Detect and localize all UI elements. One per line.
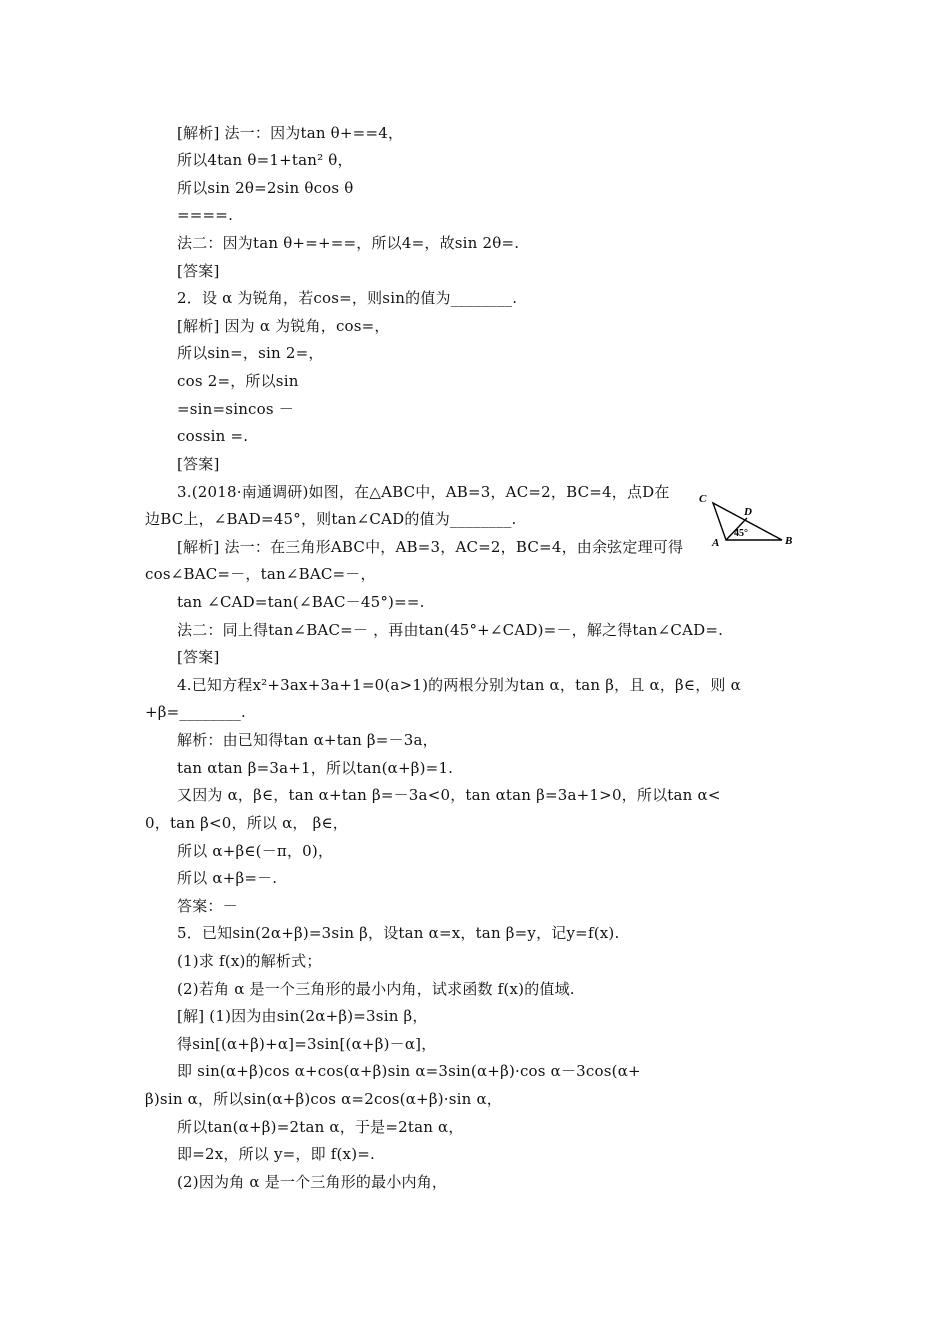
text-line: 边BC上，∠BAD=45°，则tan∠CAD的值为________. bbox=[145, 510, 517, 528]
question-2: 2．设 α 为锐角，若cos=，则sin的值为________. bbox=[177, 289, 518, 307]
text-line: 法二：同上得tan∠BAC=－ ，再由tan(45°+∠CAD)=－，解之得tan∠CAD=. bbox=[177, 621, 724, 639]
text-line: tan ∠CAD=tan(∠BAC－45°)==. bbox=[177, 593, 425, 611]
text-line: 又因为 α，β∈，tan α+tan β=－3a<0，tan αtan β=3a+1>0，所以tan α< bbox=[177, 786, 721, 804]
text-line: 所以sin 2θ=2sin θcos θ bbox=[177, 179, 354, 197]
vertex-label-d: D bbox=[744, 506, 752, 518]
text-line: 所以sin=，sin 2=， bbox=[177, 344, 324, 362]
text-line: 法二：因为tan θ+=+==，所以4=，故sin 2θ=. bbox=[177, 234, 520, 252]
text-line: β)sin α，所以sin(α+β)cos α=2cos(α+β)·sin α， bbox=[145, 1090, 502, 1108]
text-line: [解析] 法一：在三角形ABC中，AB=3，AC=2，BC=4，由余弦定理可得 bbox=[177, 538, 684, 556]
vertex-label-b: B bbox=[785, 535, 793, 547]
text-line: ====. bbox=[177, 206, 234, 224]
text-line: 0，tan β<0，所以 α， β∈， bbox=[145, 814, 348, 832]
question-4: 4.已知方程x²+3ax+3a+1=0(a>1)的两根分别为tan α，tan β，且 α，β∈，则 α bbox=[177, 676, 741, 694]
triangle-figure bbox=[697, 488, 813, 550]
text-line: +β=________. bbox=[145, 703, 246, 721]
answer-label: [答案] bbox=[177, 455, 220, 473]
text-line: (2)因为角 α 是一个三角形的最小内角， bbox=[177, 1173, 448, 1191]
text-line: 解析：由已知得tan α+tan β=－3a， bbox=[177, 731, 438, 749]
angle-label: 45° bbox=[734, 528, 748, 539]
text-line: [解] (1)因为由sin(2α+β)=3sin β， bbox=[177, 1007, 428, 1025]
text-line: 即=2x，所以 y=，即 f(x)=. bbox=[177, 1145, 376, 1163]
question-5: 5．已知sin(2α+β)=3sin β，设tan α=x，tan β=y，记y=f(x). bbox=[177, 924, 620, 942]
text-line: cos 2=，所以sin bbox=[177, 372, 299, 390]
text-line: (2)若角 α 是一个三角形的最小内角，试求函数 f(x)的值域. bbox=[177, 980, 575, 998]
text-line: tan αtan β=3a+1，所以tan(α+β)=1. bbox=[177, 759, 454, 777]
text-line: 即 sin(α+β)cos α+cos(α+β)sin α=3sin(α+β)·cos α－3cos(α+ bbox=[177, 1062, 641, 1080]
text-line: 所以 α+β=－. bbox=[177, 869, 278, 887]
answer-label: [答案] bbox=[177, 262, 220, 280]
question-3: 3.(2018·南通调研)如图，在△ABC中，AB=3，AC=2，BC=4，点D在 bbox=[177, 483, 670, 501]
vertex-label-c: C bbox=[699, 493, 707, 505]
text-line: (1)求 f(x)的解析式； bbox=[177, 952, 322, 970]
text-line: =sin=sincos － bbox=[177, 400, 294, 418]
text-line: 得sin[(α+β)+α]=3sin[(α+β)－α]， bbox=[177, 1035, 437, 1053]
answer-label: [答案] bbox=[177, 648, 220, 666]
text-line: cos∠BAC=－，tan∠BAC=－， bbox=[145, 565, 376, 583]
text-line: 所以4tan θ=1+tan² θ， bbox=[177, 151, 353, 169]
text-line: [解析] 因为 α 为锐角，cos=， bbox=[177, 317, 390, 335]
text-line: 所以tan(α+β)=2tan α，于是=2tan α， bbox=[177, 1118, 464, 1136]
answer-text: 答案：－ bbox=[177, 897, 238, 915]
text-line: 所以 α+β∈(－π，0)， bbox=[177, 842, 334, 860]
text-line: [解析] 法一：因为tan θ+==4， bbox=[177, 124, 404, 142]
text-line: cossin =. bbox=[177, 427, 249, 445]
vertex-label-a: A bbox=[712, 537, 720, 549]
